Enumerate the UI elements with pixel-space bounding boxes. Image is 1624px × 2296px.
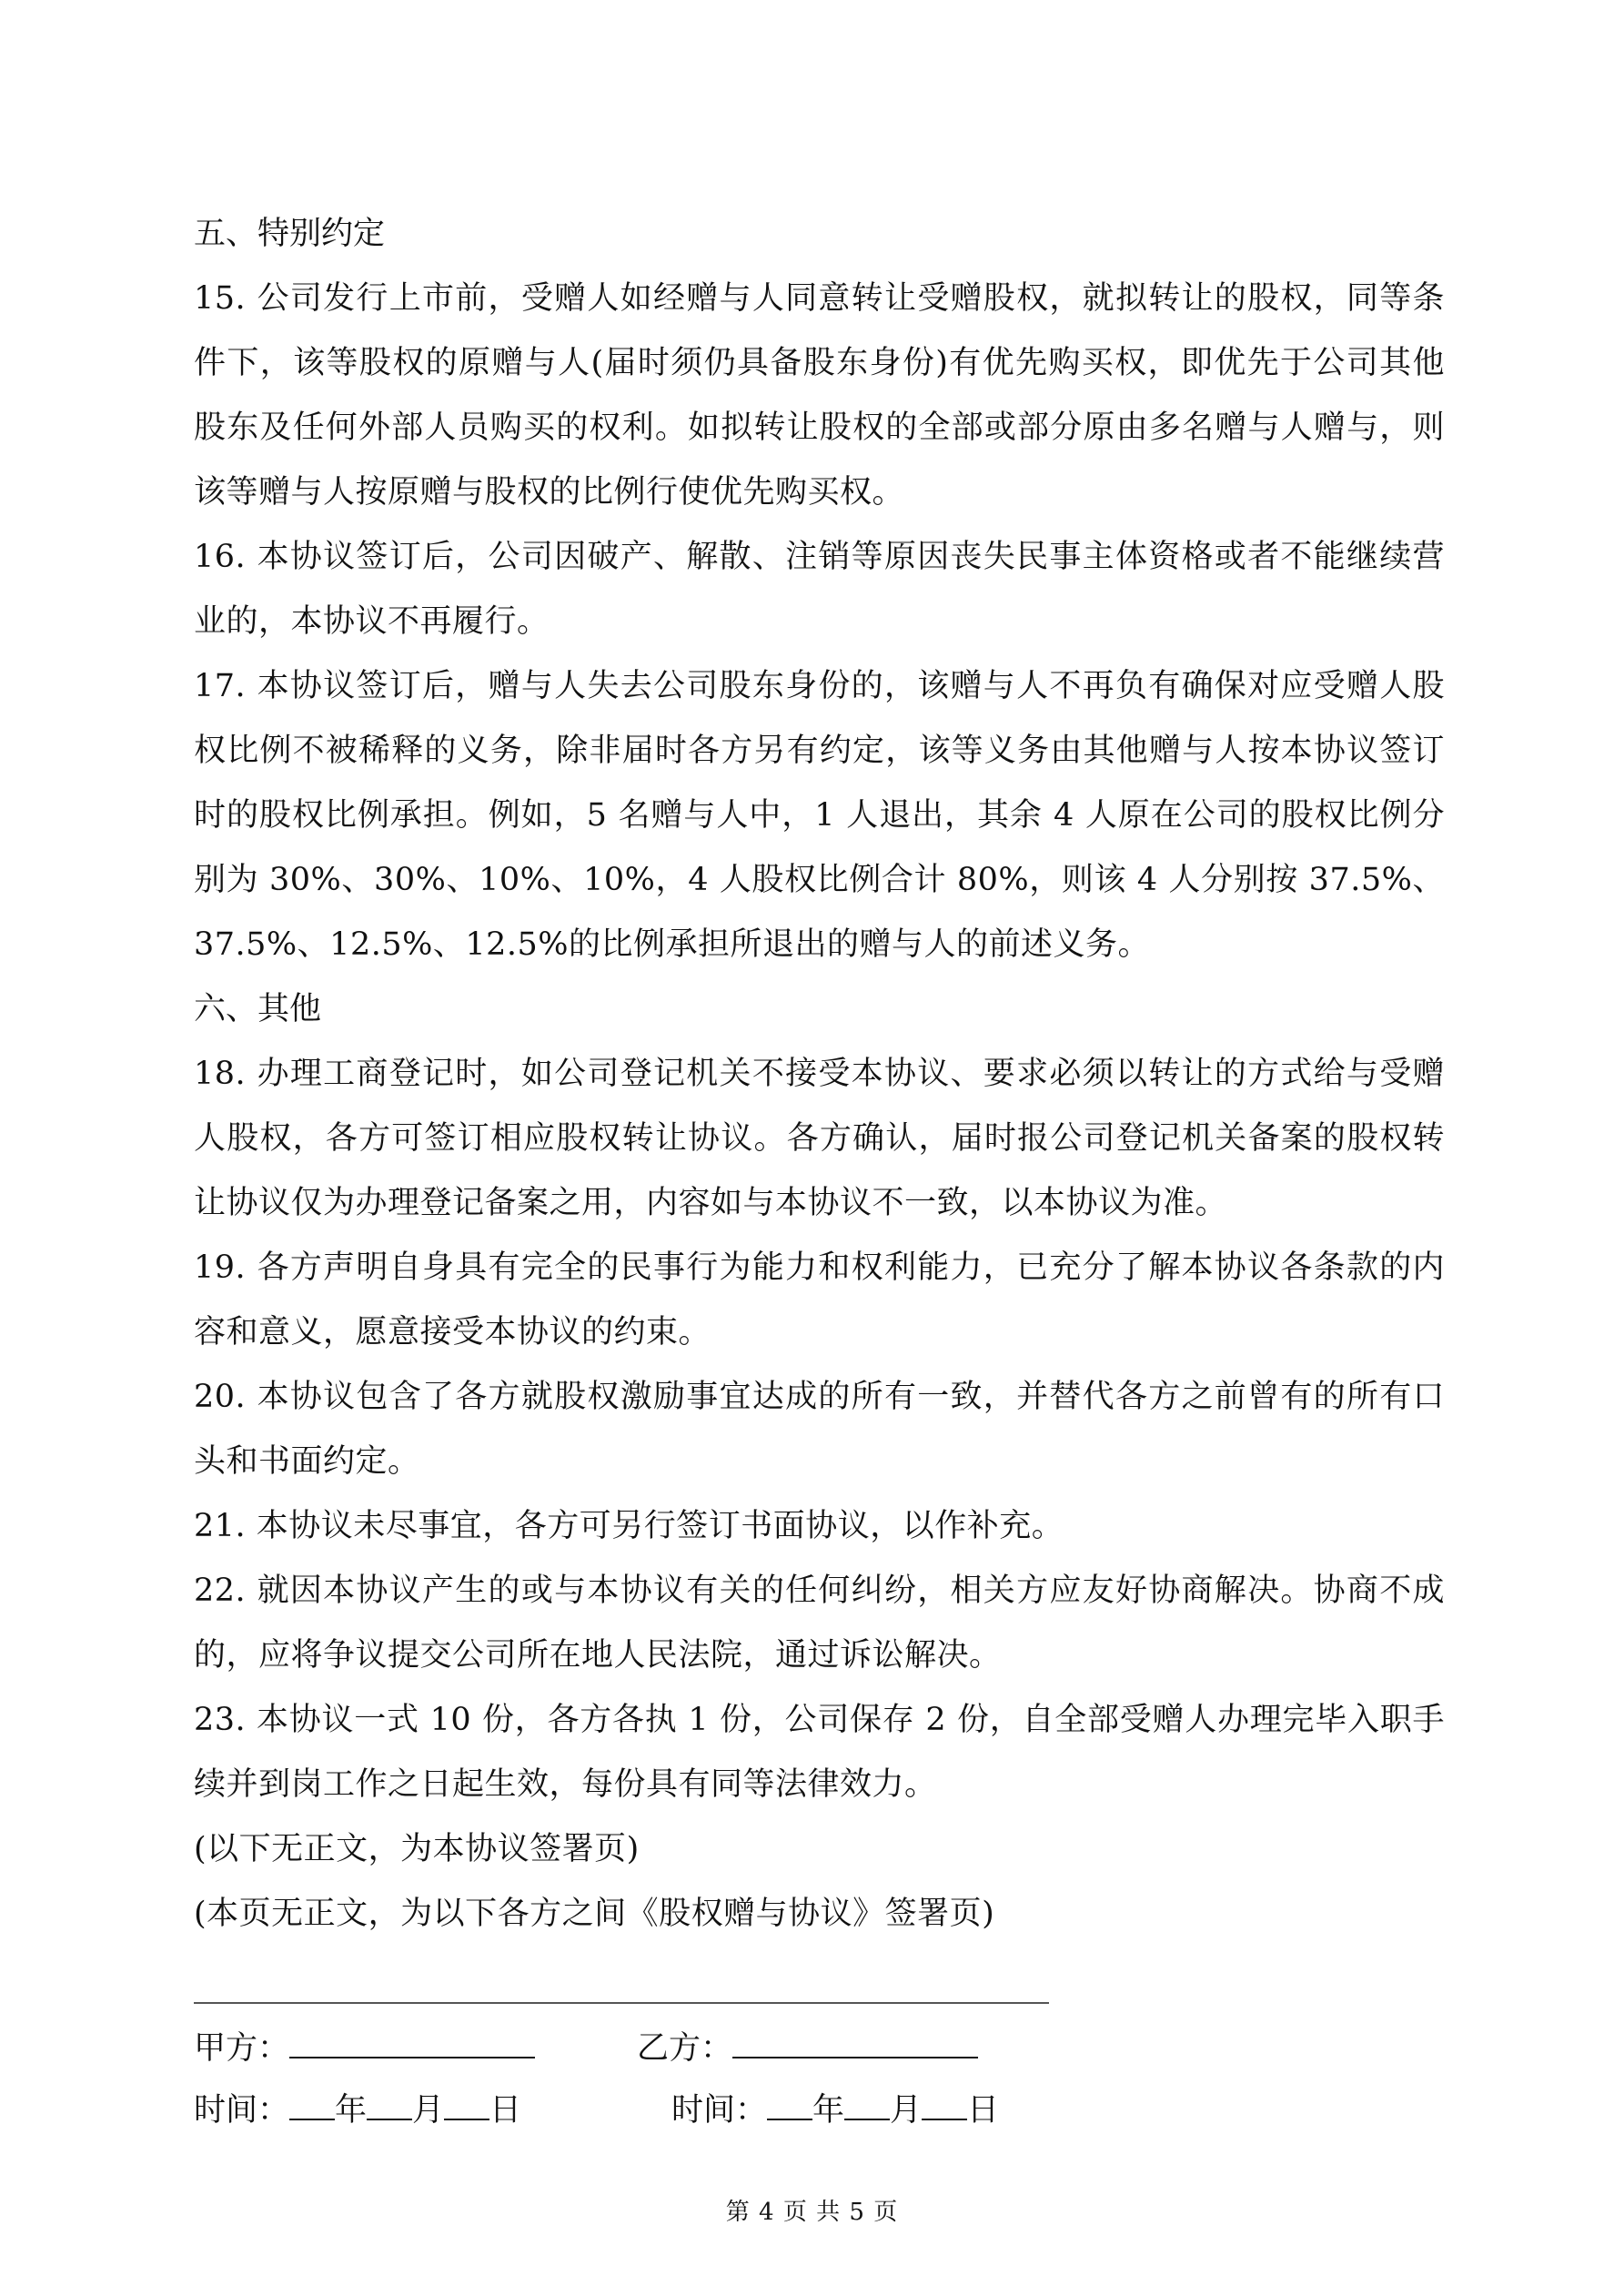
party-a-day-blank[interactable] — [444, 2084, 489, 2120]
party-b-day-label: 日 — [967, 2092, 1000, 2129]
party-a-label: 甲方： — [194, 2030, 290, 2067]
clause-22: 22. 就因本协议产生的或与本协议有关的任何纠纷，相关方应友好协商解决。协商不成的，应将争议提交公司所在地人民法院，通过诉讼解决。 — [194, 1573, 1445, 1674]
party-a-date — [194, 2084, 521, 2133]
signature-page-note: (本页无正文，为以下各方之间《股权赠与协议》签署页) — [194, 1896, 995, 1932]
signature-divider — [194, 2002, 1049, 2004]
party-b-signature-line[interactable] — [732, 2022, 978, 2058]
party-b-year-label: 年 — [812, 2092, 845, 2129]
special-provisions-heading: 五、特别约定 — [194, 216, 386, 252]
party-a-time-label: 时间： — [194, 2092, 290, 2129]
other-heading: 六、其他 — [194, 991, 322, 1027]
clause-20: 20. 本协议包含了各方就股权激励事宜达成的所有一致，并替代各方之前曾有的所有口头和书面约定。 — [194, 1379, 1445, 1480]
party-b-label: 乙方： — [637, 2030, 733, 2067]
party-b-block — [637, 2022, 978, 2071]
party-a-year-blank[interactable] — [289, 2084, 335, 2120]
party-a-year-label: 年 — [335, 2092, 368, 2129]
clause-21: 21. 本协议未尽事宜，各方可另行签订书面协议，以作补充。 — [194, 1508, 1064, 1544]
clause-15: 15. 公司发行上市前，受赠人如经赠与人同意转让受赠股权，就拟转让的股权，同等条件下，该等股权的原赠与人(届时须仍具备股东身份)有优先购买权，即优先于公司其他股东及任何外部人员购买的权利。如拟转让股权的全部或部分原由多名赠与人赠与，则该等赠与人按原赠与股权的比例行使优先购买权。 — [194, 280, 1445, 511]
clause-17: 17. 本协议签订后，赠与人失去公司股东身份的，该赠与人不再负有确保对应受赠人股权比例不被稀释的义务，除非届时各方另有约定，该等义务由其他赠与人按本协议签订时的股权比例承担。例如，5 名赠与人中，1 人退出，其余 4 人原在公司的股权比例分别为 30%、30%、10%、10%，4 人股权比例合计 80%，则该 4 人分别按 37.5%、37.5%、12.5%、12.5%的比例承担所退出的赠与人的前述义务。 — [194, 668, 1445, 963]
party-a-signature-line[interactable] — [289, 2022, 535, 2058]
clause-19: 19. 各方声明自身具有完全的民事行为能力和权利能力，已充分了解本协议各条款的内容和意义，愿意接受本协议的约束。 — [194, 1249, 1445, 1350]
document-body — [194, 202, 1445, 1947]
clause-18: 18. 办理工商登记时，如公司登记机关不接受本协议、要求必须以转让的方式给与受赠人股权，各方可签订相应股权转让协议。各方确认，届时报公司登记机关备案的股权转让协议仅为办理登记备案之用，内容如与本协议不一致，以本协议为准。 — [194, 1056, 1445, 1221]
page-number-footer: 第 4 页 共 5 页 — [725, 2199, 899, 2226]
party-b-year-blank[interactable] — [767, 2084, 812, 2120]
party-a-day-label: 日 — [489, 2092, 522, 2129]
party-b-month-label: 月 — [890, 2092, 923, 2129]
party-a-block — [194, 2022, 535, 2071]
party-b-time-label: 时间： — [671, 2092, 768, 2129]
no-text-note: (以下无正文，为本协议签署页) — [194, 1831, 640, 1867]
party-b-day-blank[interactable] — [922, 2084, 967, 2120]
party-a-month-blank[interactable] — [367, 2084, 412, 2120]
clause-16: 16. 本协议签订后，公司因破产、解散、注销等原因丧失民事主体资格或者不能继续营业的，本协议不再履行。 — [194, 539, 1445, 640]
party-b-month-blank[interactable] — [844, 2084, 890, 2120]
clause-23: 23. 本协议一式 10 份，各方各执 1 份，公司保存 2 份，自全部受赠人办理完毕入职手续并到岗工作之日起生效，每份具有同等法律效力。 — [194, 1702, 1445, 1803]
party-b-date — [671, 2084, 999, 2133]
party-a-month-label: 月 — [412, 2092, 445, 2129]
